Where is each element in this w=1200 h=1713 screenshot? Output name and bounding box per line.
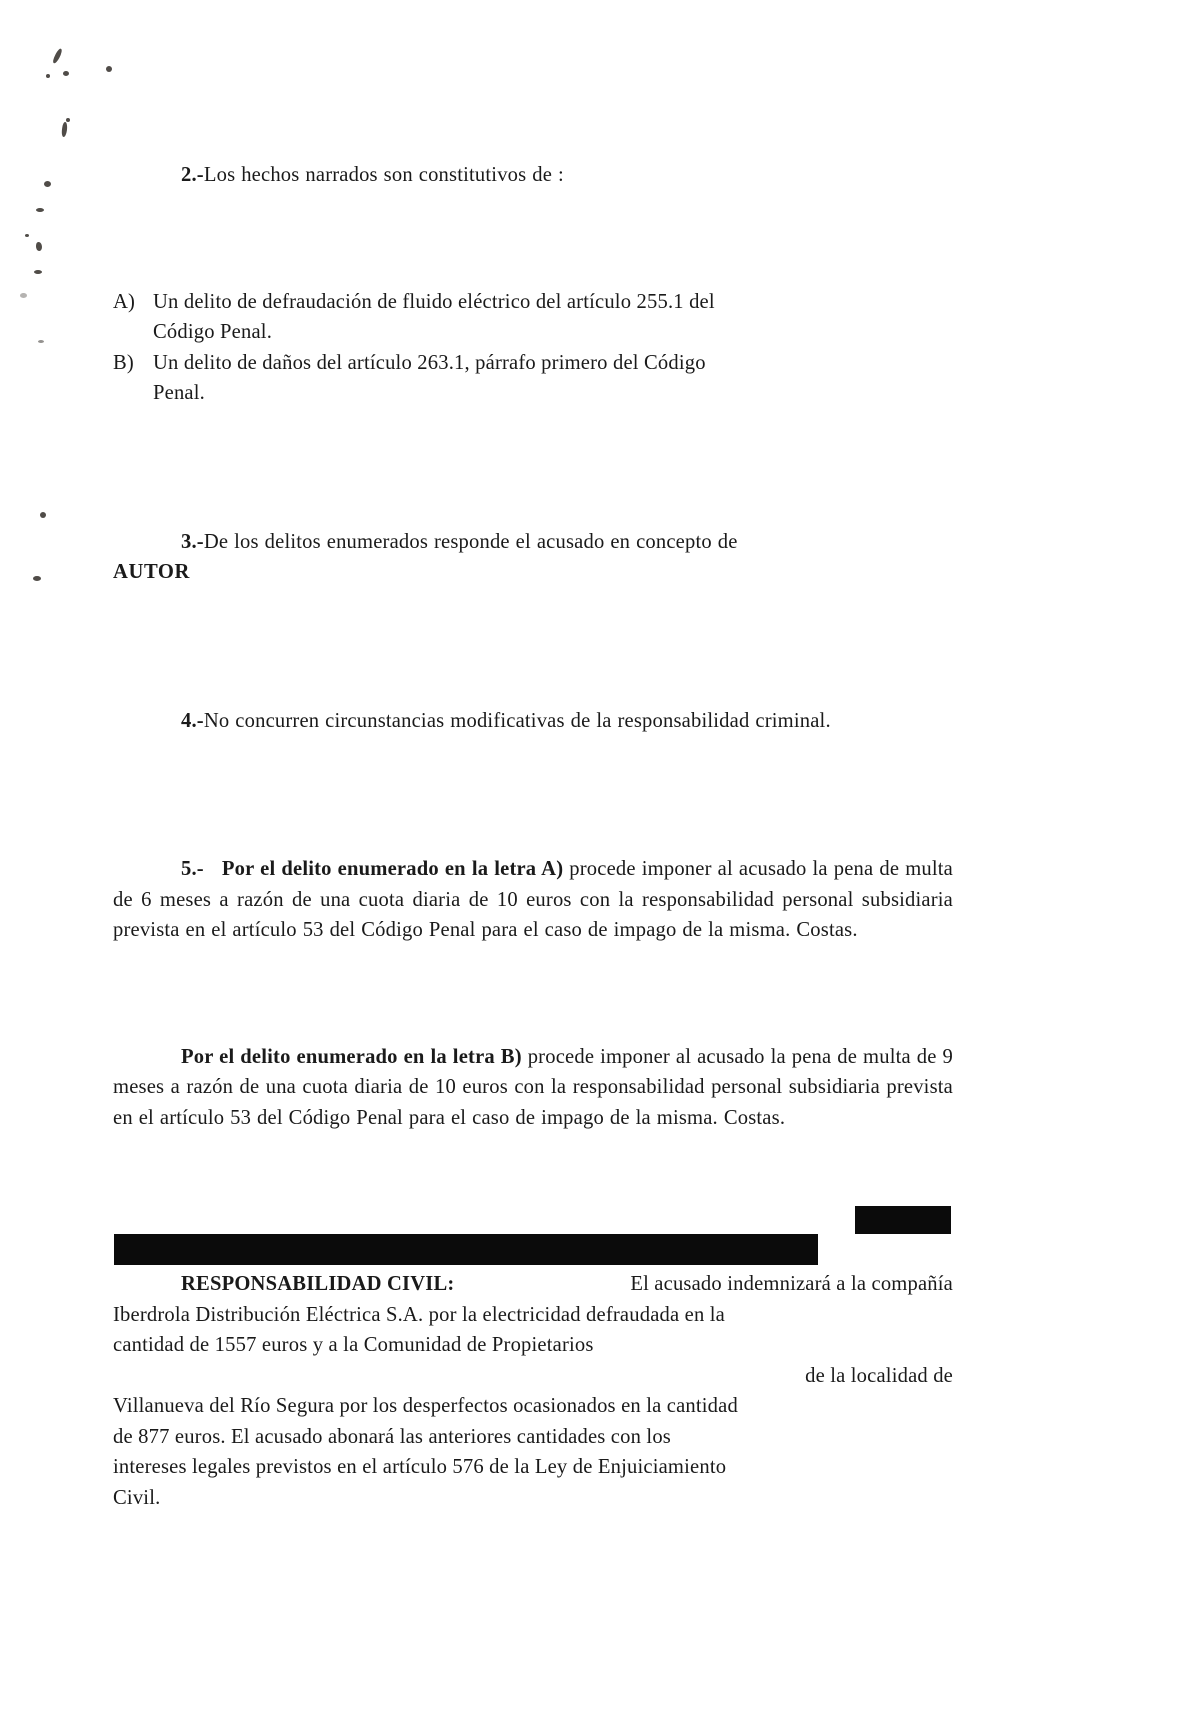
civil-liability-line-4	[113, 1361, 953, 1392]
offence-list	[113, 287, 953, 409]
civil-liability-line-6	[113, 1422, 953, 1453]
paragraph-point-4	[113, 706, 953, 737]
civil-liability-line-4-text: de la localidad de	[805, 1364, 953, 1387]
civil-liability-line-3	[113, 1330, 953, 1361]
point-5-number: 5.-	[181, 858, 204, 880]
point-3-number: 3.-	[181, 530, 204, 553]
civil-liability-line-8	[113, 1483, 953, 1514]
point-4-text: No concurren circunstancias modificativas de la responsabilidad criminal.	[203, 709, 831, 732]
civil-liability-line-1-text: El acusado indemnizará a la compañía	[630, 1273, 953, 1295]
offence-marker-a: A)	[113, 290, 136, 313]
civil-liability-line-2-text: Iberdrola Distribución Eléctrica S.A. por la electricidad defraudada en la	[113, 1303, 725, 1326]
point-3-emphasis-autor: AUTOR	[113, 561, 190, 583]
point-4-number: 4.-	[181, 709, 204, 732]
redaction-bar-entity-name-part-1	[855, 1206, 951, 1234]
point-5-text-letter-a: procede imponer al acusado la pena de multa de 6 meses a razón de una cuota diaria de 10 euros con la responsabilidad personal subsidiaria prevista en el artículo 53 del Código Penal para el caso de impago de la misma. Costas.	[113, 858, 953, 941]
offence-a-line-2: Código Penal.	[153, 321, 273, 343]
offence-b-line-2: Penal.	[153, 382, 205, 404]
point-5-bold-letter-a: Por el delito enumerado en la letra A)	[221, 858, 564, 880]
paragraph-point-2	[113, 160, 953, 191]
civil-liability-line-2	[113, 1300, 953, 1331]
civil-liability-line-5-text: Villanueva del Río Segura por los desperfectos ocasionados en la cantidad	[113, 1395, 738, 1417]
offence-b-line-1: Un delito de daños del artículo 263.1, párrafo primero del Código	[153, 351, 706, 374]
point-2-text: Los hechos narrados son constitutivos de :	[203, 164, 564, 186]
offence-item-b	[113, 348, 953, 409]
paragraph-point-5-letter-b	[113, 1042, 953, 1134]
document-body	[113, 160, 953, 1513]
point-2-number: 2.-	[181, 164, 204, 186]
point-5-bold-letter-b: Por el delito enumerado en la letra B)	[181, 1045, 522, 1068]
civil-liability-line-1	[113, 1269, 953, 1300]
point-5-text-letter-b: procede imponer al acusado la pena de multa de 9 meses a razón de una cuota diaria de 10 euros con la responsabilidad personal subsidiaria prevista en el artículo 53 del Código Penal para el caso de impago de la misma. Costas.	[113, 1045, 953, 1129]
paragraph-point-5-letter-a	[113, 854, 953, 946]
redaction-bar-entity-name-part-2	[114, 1234, 818, 1265]
civil-liability-line-8-text: Civil.	[113, 1486, 161, 1509]
point-3-text: De los delitos enumerados responde el acusado en concepto de	[203, 530, 738, 553]
civil-liability-line-3-text: cantidad de 1557 euros y a la Comunidad de Propietarios	[113, 1334, 594, 1356]
civil-liability-heading: RESPONSABILIDAD CIVIL:	[181, 1273, 455, 1295]
offence-marker-b: B)	[113, 351, 134, 374]
civil-liability-block	[113, 1269, 953, 1513]
civil-liability-line-7	[113, 1452, 953, 1483]
civil-liability-line-7-text: intereses legales previstos en el artículo 576 de la Ley de Enjuiciamiento	[113, 1456, 727, 1478]
offence-a-line-1: Un delito de defraudación de fluido eléctrico del artículo 255.1 del	[153, 290, 715, 313]
civil-liability-line-5	[113, 1391, 953, 1422]
paragraph-point-3	[113, 527, 953, 558]
offence-item-a	[113, 287, 953, 348]
civil-liability-line-6-text: de 877 euros. El acusado abonará las anteriores cantidades con los	[113, 1425, 671, 1448]
